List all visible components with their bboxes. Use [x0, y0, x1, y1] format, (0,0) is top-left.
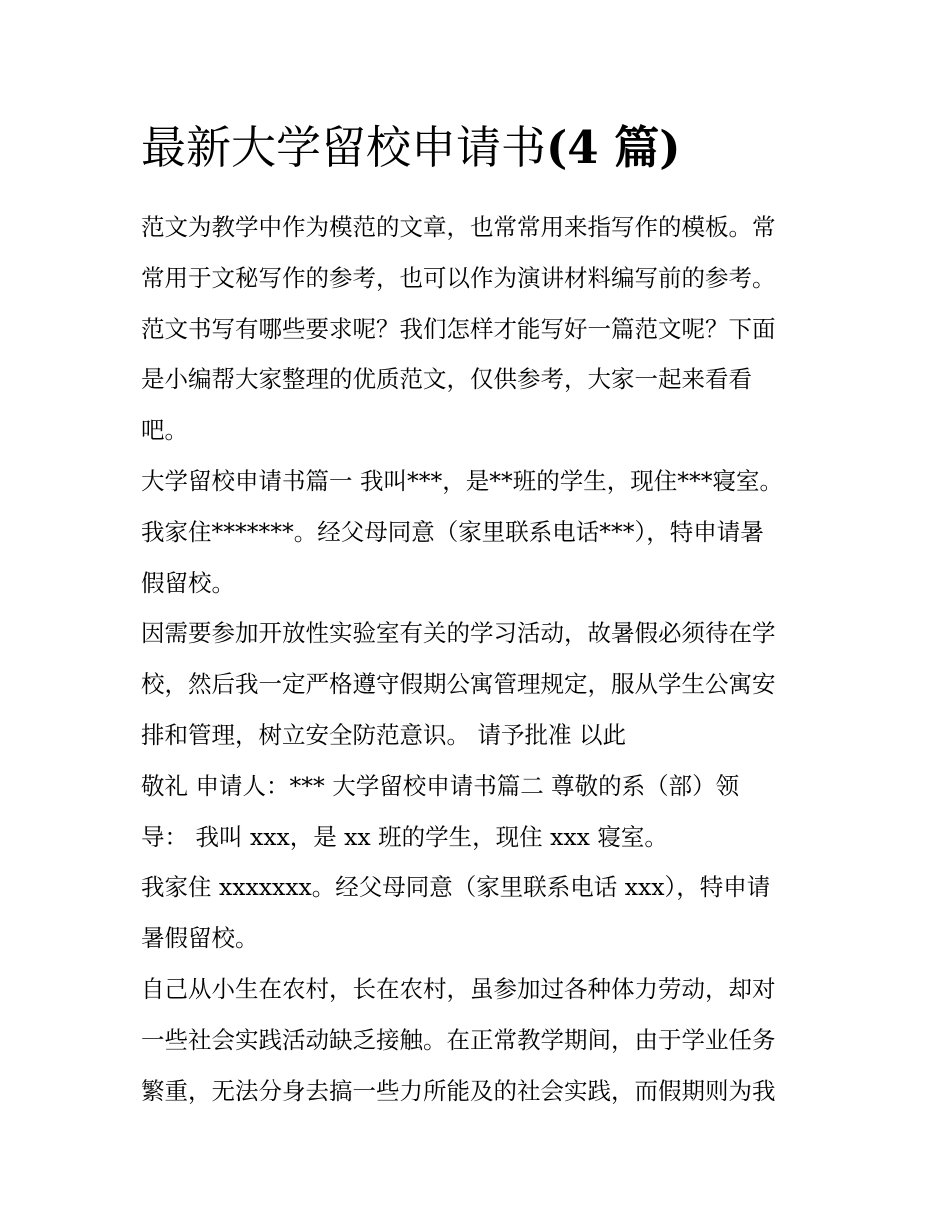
text-line: 敬礼 申请人：*** 大学留校申请书篇二 尊敬的系（部）领 [141, 771, 740, 800]
text-line: 暑假留校。 [141, 924, 259, 953]
title-suffix: (4 篇) [546, 121, 681, 174]
text-line: 大学留校申请书篇一 我叫***，是**班的学生，现住***寝室。 [141, 466, 783, 495]
document-title [141, 118, 821, 178]
text-line: 繁重，无法分身去搞一些力所能及的社会实践，而假期则为我 [141, 1076, 776, 1105]
text-line: 假留校。 [141, 568, 235, 597]
text-line: 一些社会实践活动缺乏接触。在正常教学期间，由于学业任务 [141, 1025, 776, 1054]
document-body [141, 118, 821, 1116]
paragraph-lines [141, 202, 821, 1116]
text-line: 常用于文秘写作的参考，也可以作为演讲材料编写前的参考。 [141, 263, 776, 292]
text-line: 导： 我叫 xxx，是 xx 班的学生，现住 xxx 寝室。 [141, 822, 668, 851]
text-line: 吧。 [141, 416, 188, 445]
text-line: 范文书写有哪些要求呢？我们怎样才能写好一篇范文呢？下面 [141, 314, 776, 343]
text-line: 自己从小生在农村，长在农村，虽参加过各种体力劳动，却对 [141, 974, 776, 1003]
text-line: 因需要参加开放性实验室有关的学习活动，故暑假必须待在学 [141, 619, 776, 648]
text-line: 排和管理，树立安全防范意识。 请予批准 以此 [141, 720, 626, 749]
text-line: 范文为教学中作为模范的文章，也常常用来指写作的模板。常 [141, 213, 776, 241]
text-line: 我家住*******。经父母同意（家里联系电话***），特申请暑 [141, 517, 764, 546]
text-line: 是小编帮大家整理的优质范文，仅供参考，大家一起来看看 [141, 365, 752, 394]
title-main: 最新大学留校申请书 [141, 121, 547, 174]
text-line: 校，然后我一定严格遵守假期公寓管理规定，服从学生公寓安 [141, 670, 776, 699]
text-line: 我家住 xxxxxxx。经父母同意（家里联系电话 xxx），特申请 [141, 873, 771, 902]
